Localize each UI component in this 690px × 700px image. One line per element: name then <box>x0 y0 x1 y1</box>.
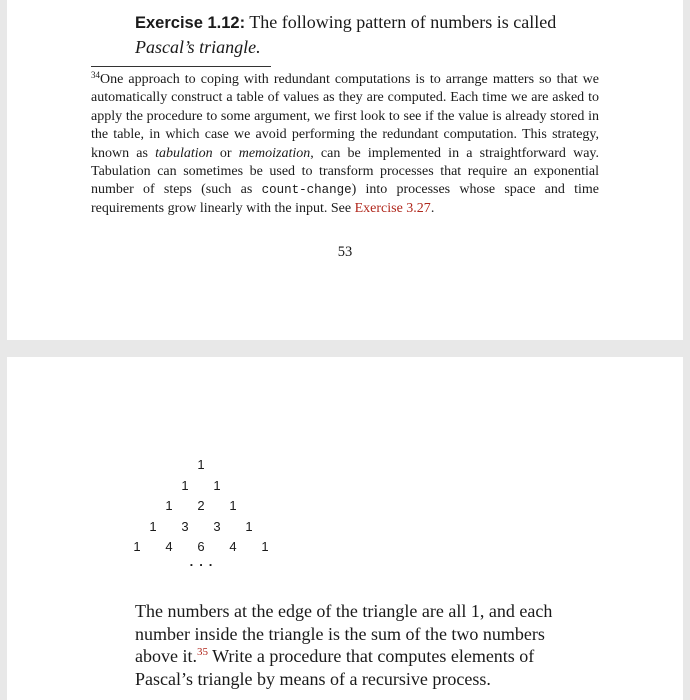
body-text: The numbers at the edge of the triangle are all 1, and each number inside the triangle is the sum of the two numbers above it. <box>135 601 553 667</box>
triangle-cell: 1 <box>133 539 141 554</box>
triangle-cell: 1 <box>149 518 157 534</box>
exercise-label: Exercise 1.12: <box>135 14 246 32</box>
footnote-term-tabulation: tabulation <box>155 145 213 161</box>
triangle-cell: 6 <box>197 539 205 554</box>
footnote-text: or <box>212 145 239 161</box>
footnote-text: ) into processes whose space and time requirements grow linearly with the input. See <box>91 182 599 216</box>
exercise-body <box>135 600 555 690</box>
triangle-cell: 4 <box>165 539 173 554</box>
footnote-text: One approach to coping with redundant computations is to arrange matters so that we automatically construct a table of values as they are computed. Each time we are asked to apply the procedure to some argument, we first look to see if the value is already stored in the table, in which case we avoid performing the redundant computation. This strategy, known as <box>91 72 599 161</box>
footnote-text: , can be implemented in a straightforward way. Tabulation can sometimes be used to transform processes that require an exponential number of steps (such as <box>91 145 600 198</box>
footnote-text: . <box>430 200 435 216</box>
triangle-cell: 1 <box>181 477 189 493</box>
triangle-cell: 3 <box>181 518 189 534</box>
exercise-text: The following pattern of numbers is called <box>249 12 557 32</box>
exercise-heading <box>135 10 655 59</box>
body-text: Write a procedure that computes elements of Pascal’s triangle by means of a recursive process. <box>135 646 535 689</box>
triangle-cell: 1 <box>245 518 253 534</box>
exercise-term: Pascal’s triangle. <box>135 37 261 57</box>
book-page-top <box>7 0 683 340</box>
footnote-34 <box>91 71 599 218</box>
triangle-cell: 1 <box>261 539 269 554</box>
triangle-cell: 1 <box>213 477 221 493</box>
footnote-ref-35[interactable]: 35 <box>196 646 208 659</box>
exercise-3-27-link[interactable]: Exercise 3.27 <box>354 200 431 216</box>
triangle-cell: 1 <box>197 457 205 472</box>
triangle-cell: 4 <box>229 539 237 554</box>
code-count-change: count-change <box>261 183 352 198</box>
triangle-cell: 3 <box>213 518 221 534</box>
page-number: 53 <box>337 244 353 260</box>
footnote-rule <box>91 66 271 67</box>
triangle-cell: 2 <box>197 498 205 513</box>
triangle-cell: 1 <box>165 498 173 513</box>
triangle-cell: 1 <box>229 498 237 513</box>
book-page-bottom <box>7 357 683 700</box>
footnote-term-memoization: memoization <box>238 145 311 161</box>
footnote-number: 34 <box>91 70 100 80</box>
triangle-ellipsis: ... <box>189 553 219 569</box>
